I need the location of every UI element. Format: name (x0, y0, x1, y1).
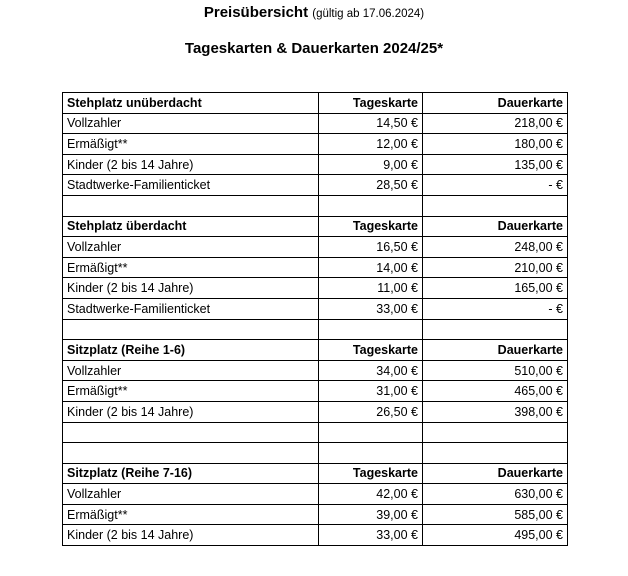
price-row (63, 360, 568, 381)
page-title (0, 4, 628, 21)
season-price: 398,00 € (423, 401, 568, 422)
empty-cell (423, 422, 568, 443)
section-header-row (63, 93, 568, 114)
price-row (63, 175, 568, 196)
price-row (63, 237, 568, 258)
season-price: 630,00 € (423, 484, 568, 505)
empty-cell (319, 195, 423, 216)
section-header-row (63, 216, 568, 237)
season-price: 510,00 € (423, 360, 568, 381)
day-price: 9,00 € (319, 154, 423, 175)
day-price: 11,00 € (319, 278, 423, 299)
price-table (62, 92, 568, 546)
column-header-season: Dauerkarte (423, 216, 568, 237)
season-price: 135,00 € (423, 154, 568, 175)
column-header-season: Dauerkarte (423, 93, 568, 114)
empty-cell (319, 422, 423, 443)
empty-cell (63, 195, 319, 216)
day-price: 12,00 € (319, 134, 423, 155)
day-price: 14,00 € (319, 257, 423, 278)
empty-cell (423, 195, 568, 216)
section-name: Stehplatz unüberdacht (63, 93, 319, 114)
empty-cell (423, 443, 568, 464)
season-price: 585,00 € (423, 504, 568, 525)
ticket-category: Ermäßigt** (63, 504, 319, 525)
season-price: 210,00 € (423, 257, 568, 278)
empty-cell (63, 422, 319, 443)
price-row (63, 381, 568, 402)
season-price: 165,00 € (423, 278, 568, 299)
day-price: 31,00 € (319, 381, 423, 402)
season-price: 218,00 € (423, 113, 568, 134)
column-header-season: Dauerkarte (423, 340, 568, 361)
section-header-row (63, 463, 568, 484)
ticket-category: Vollzahler (63, 484, 319, 505)
price-row (63, 278, 568, 299)
ticket-category: Ermäßigt** (63, 134, 319, 155)
empty-cell (319, 319, 423, 340)
ticket-category: Stadtwerke-Familienticket (63, 175, 319, 196)
column-header-day: Tageskarte (319, 93, 423, 114)
day-price: 33,00 € (319, 298, 423, 319)
ticket-category: Stadtwerke-Familienticket (63, 298, 319, 319)
season-price: 465,00 € (423, 381, 568, 402)
column-header-day: Tageskarte (319, 216, 423, 237)
section-name: Stehplatz überdacht (63, 216, 319, 237)
price-row (63, 298, 568, 319)
price-row (63, 134, 568, 155)
column-header-day: Tageskarte (319, 463, 423, 484)
ticket-category: Kinder (2 bis 14 Jahre) (63, 278, 319, 299)
ticket-category: Kinder (2 bis 14 Jahre) (63, 525, 319, 546)
spacer-row (63, 319, 568, 340)
spacer-row (63, 422, 568, 443)
section-name: Sitzplatz (Reihe 1-6) (63, 340, 319, 361)
ticket-category: Ermäßigt** (63, 381, 319, 402)
ticket-category: Ermäßigt** (63, 257, 319, 278)
empty-cell (63, 319, 319, 340)
spacer-row (63, 195, 568, 216)
price-row (63, 525, 568, 546)
ticket-category: Vollzahler (63, 360, 319, 381)
empty-cell (63, 443, 319, 464)
day-price: 42,00 € (319, 484, 423, 505)
page-subtitle: Tageskarten & Dauerkarten 2024/25* (184, 40, 444, 57)
day-price: 28,50 € (319, 175, 423, 196)
price-row (63, 484, 568, 505)
empty-cell (423, 319, 568, 340)
ticket-category: Kinder (2 bis 14 Jahre) (63, 154, 319, 175)
day-price: 26,50 € (319, 401, 423, 422)
column-header-season: Dauerkarte (423, 463, 568, 484)
ticket-category: Kinder (2 bis 14 Jahre) (63, 401, 319, 422)
day-price: 34,00 € (319, 360, 423, 381)
section-header-row (63, 340, 568, 361)
day-price: 14,50 € (319, 113, 423, 134)
empty-cell (319, 443, 423, 464)
season-price: 180,00 € (423, 134, 568, 155)
price-row (63, 154, 568, 175)
season-price: - € (423, 175, 568, 196)
spacer-row (63, 443, 568, 464)
price-row (63, 257, 568, 278)
title-text: Preisübersicht (203, 4, 309, 21)
day-price: 33,00 € (319, 525, 423, 546)
column-header-day: Tageskarte (319, 340, 423, 361)
section-name: Sitzplatz (Reihe 7-16) (63, 463, 319, 484)
day-price: 16,50 € (319, 237, 423, 258)
season-price: 248,00 € (423, 237, 568, 258)
price-row (63, 113, 568, 134)
day-price: 39,00 € (319, 504, 423, 525)
season-price: 495,00 € (423, 525, 568, 546)
validity-note: (gültig ab 17.06.2024) (312, 8, 425, 20)
ticket-category: Vollzahler (63, 237, 319, 258)
season-price: - € (423, 298, 568, 319)
price-row (63, 401, 568, 422)
price-row (63, 504, 568, 525)
ticket-category: Vollzahler (63, 113, 319, 134)
